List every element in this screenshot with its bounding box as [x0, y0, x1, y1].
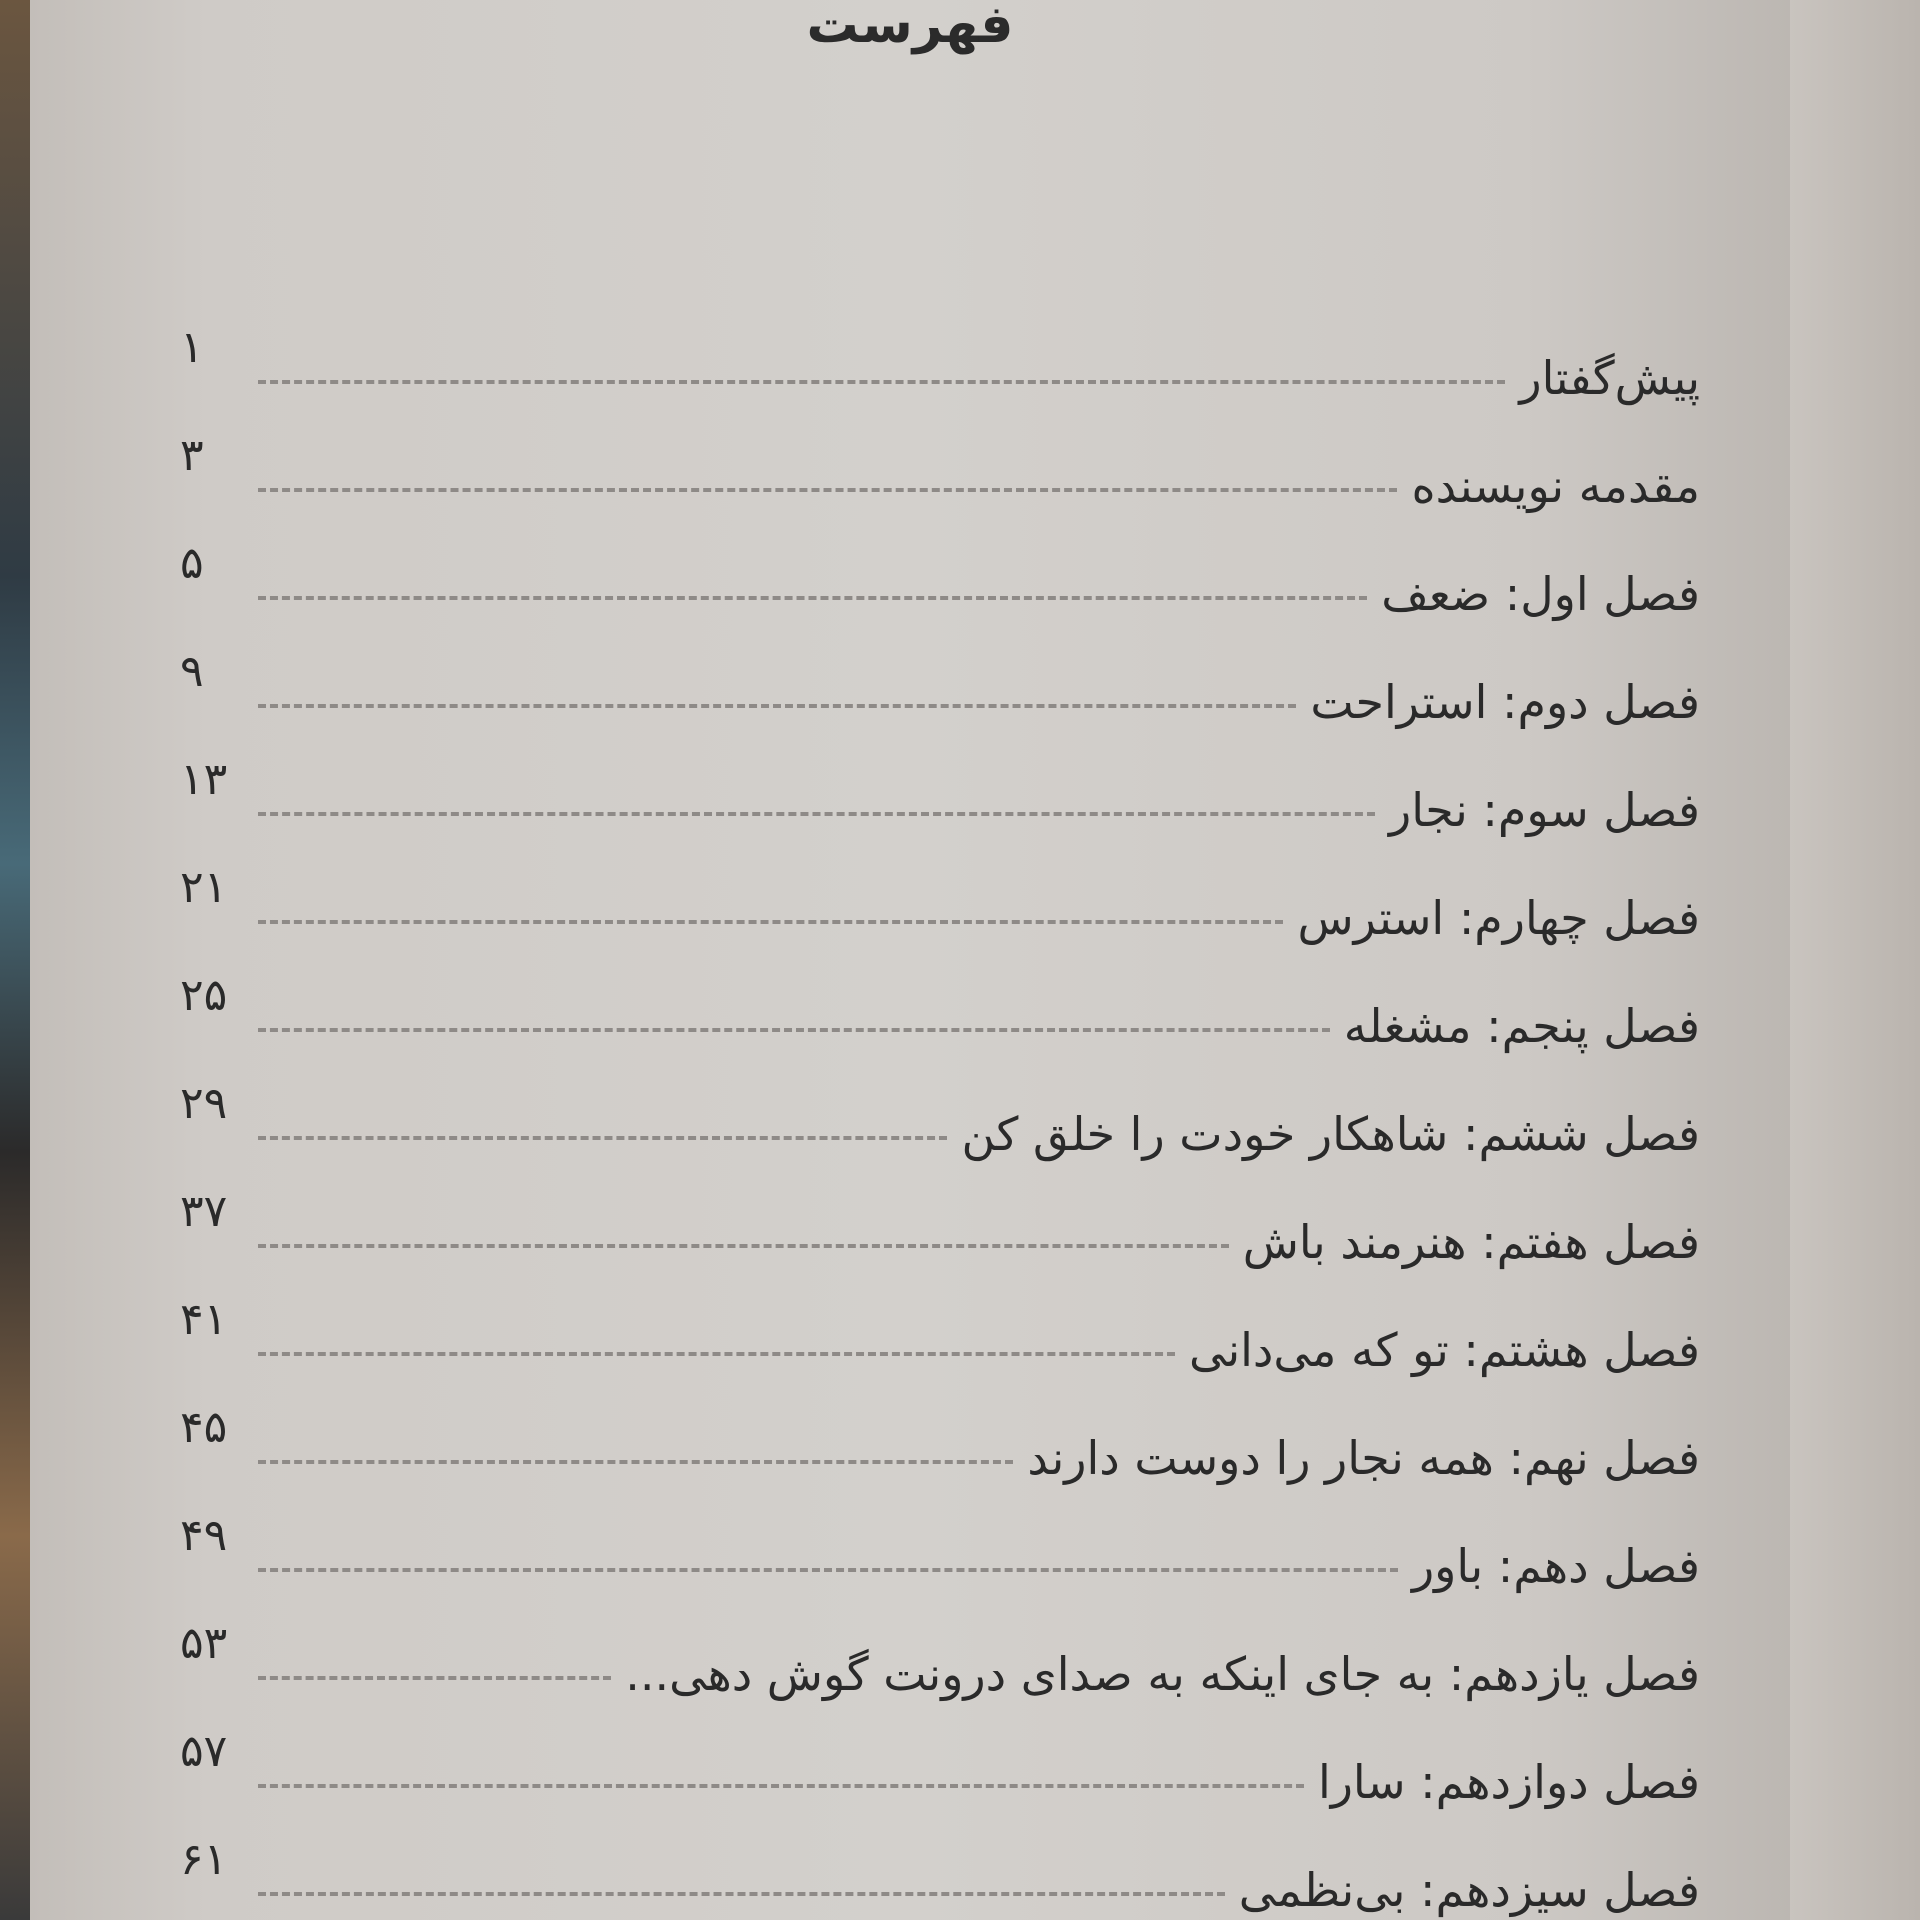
toc-leader-line [258, 1892, 1225, 1896]
toc-entry-title: فصل اول: ضعف [1381, 567, 1700, 621]
toc-entry [180, 1812, 1700, 1920]
toc-entry-title: مقدمه نویسنده [1411, 459, 1700, 513]
toc-entry [180, 1164, 1700, 1272]
toc-page-number: ۴۱ [180, 1294, 228, 1345]
toc-entry-title: فصل پنجم: مشغله [1343, 999, 1700, 1053]
toc-page-number: ۱ [180, 322, 204, 373]
toc-page-number: ۲۹ [180, 1078, 228, 1129]
toc-entry-title: فصل دوازدهم: سارا [1317, 1755, 1700, 1809]
toc-entry-title: پیش‌گفتار [1519, 351, 1700, 405]
toc-entry-title: فصل هشتم: تو که می‌دانی [1188, 1323, 1700, 1377]
toc-leader-line [258, 1460, 1013, 1464]
toc-page-number: ۲۵ [180, 970, 228, 1021]
toc-entry [180, 1488, 1700, 1596]
book-cover-edge [0, 0, 30, 1920]
toc-entry [180, 1704, 1700, 1812]
toc-entry [180, 840, 1700, 948]
toc-entry [180, 408, 1700, 516]
toc-entry-title: فصل ششم: شاهکار خودت را خلق کن [961, 1107, 1700, 1161]
page-title: فهرست [806, 0, 1014, 55]
toc-entry [180, 1596, 1700, 1704]
toc-entry [180, 1380, 1700, 1488]
toc-entry [180, 1056, 1700, 1164]
toc-leader-line [258, 1784, 1304, 1788]
toc-entry-title: فصل دهم: باور [1411, 1539, 1700, 1593]
table-of-contents [180, 300, 1700, 1920]
toc-entry [180, 732, 1700, 840]
toc-entry [180, 624, 1700, 732]
toc-leader-line [258, 812, 1375, 816]
toc-leader-line [258, 920, 1283, 924]
toc-page-number: ۵۷ [180, 1726, 228, 1777]
toc-entry-title: فصل چهارم: استرس [1297, 891, 1700, 945]
toc-leader-line [258, 1244, 1229, 1248]
toc-entry-title: فصل هفتم: هنرمند باش [1242, 1215, 1700, 1269]
toc-page-number: ۵۳ [180, 1618, 228, 1669]
toc-leader-line [258, 1568, 1398, 1572]
toc-page-number: ۲۱ [180, 862, 228, 913]
toc-leader-line [258, 488, 1397, 492]
toc-entry-title: فصل دوم: استراحت [1310, 675, 1700, 729]
toc-page-number: ۳۷ [180, 1186, 228, 1237]
toc-leader-line [258, 1352, 1175, 1356]
toc-entry [180, 516, 1700, 624]
toc-entry [180, 1272, 1700, 1380]
toc-page-number: ۵ [180, 538, 204, 589]
page-margin [1790, 0, 1920, 1920]
toc-entry [180, 948, 1700, 1056]
toc-page-number: ۶۱ [180, 1834, 228, 1885]
toc-page-number: ۴۹ [180, 1510, 228, 1561]
toc-leader-line [258, 1136, 947, 1140]
toc-entry [180, 300, 1700, 408]
toc-entry-title: فصل سیزدهم: بی‌نظمی [1238, 1863, 1700, 1917]
toc-entry-title: فصل سوم: نجار [1389, 783, 1700, 837]
toc-entry-title: فصل یازدهم: به جای اینکه به صدای درونت گوش دهی... [625, 1647, 1700, 1701]
toc-page-number: ۱۳ [180, 754, 228, 805]
toc-leader-line [258, 1676, 611, 1680]
toc-page-number: ۴۵ [180, 1402, 228, 1453]
toc-leader-line [258, 1028, 1330, 1032]
toc-leader-line [258, 704, 1296, 708]
toc-page-number: ۹ [180, 646, 204, 697]
toc-leader-line [258, 596, 1367, 600]
toc-page-number: ۳ [180, 430, 204, 481]
toc-leader-line [258, 380, 1505, 384]
toc-entry-title: فصل نهم: همه نجار را دوست دارند [1027, 1431, 1700, 1485]
